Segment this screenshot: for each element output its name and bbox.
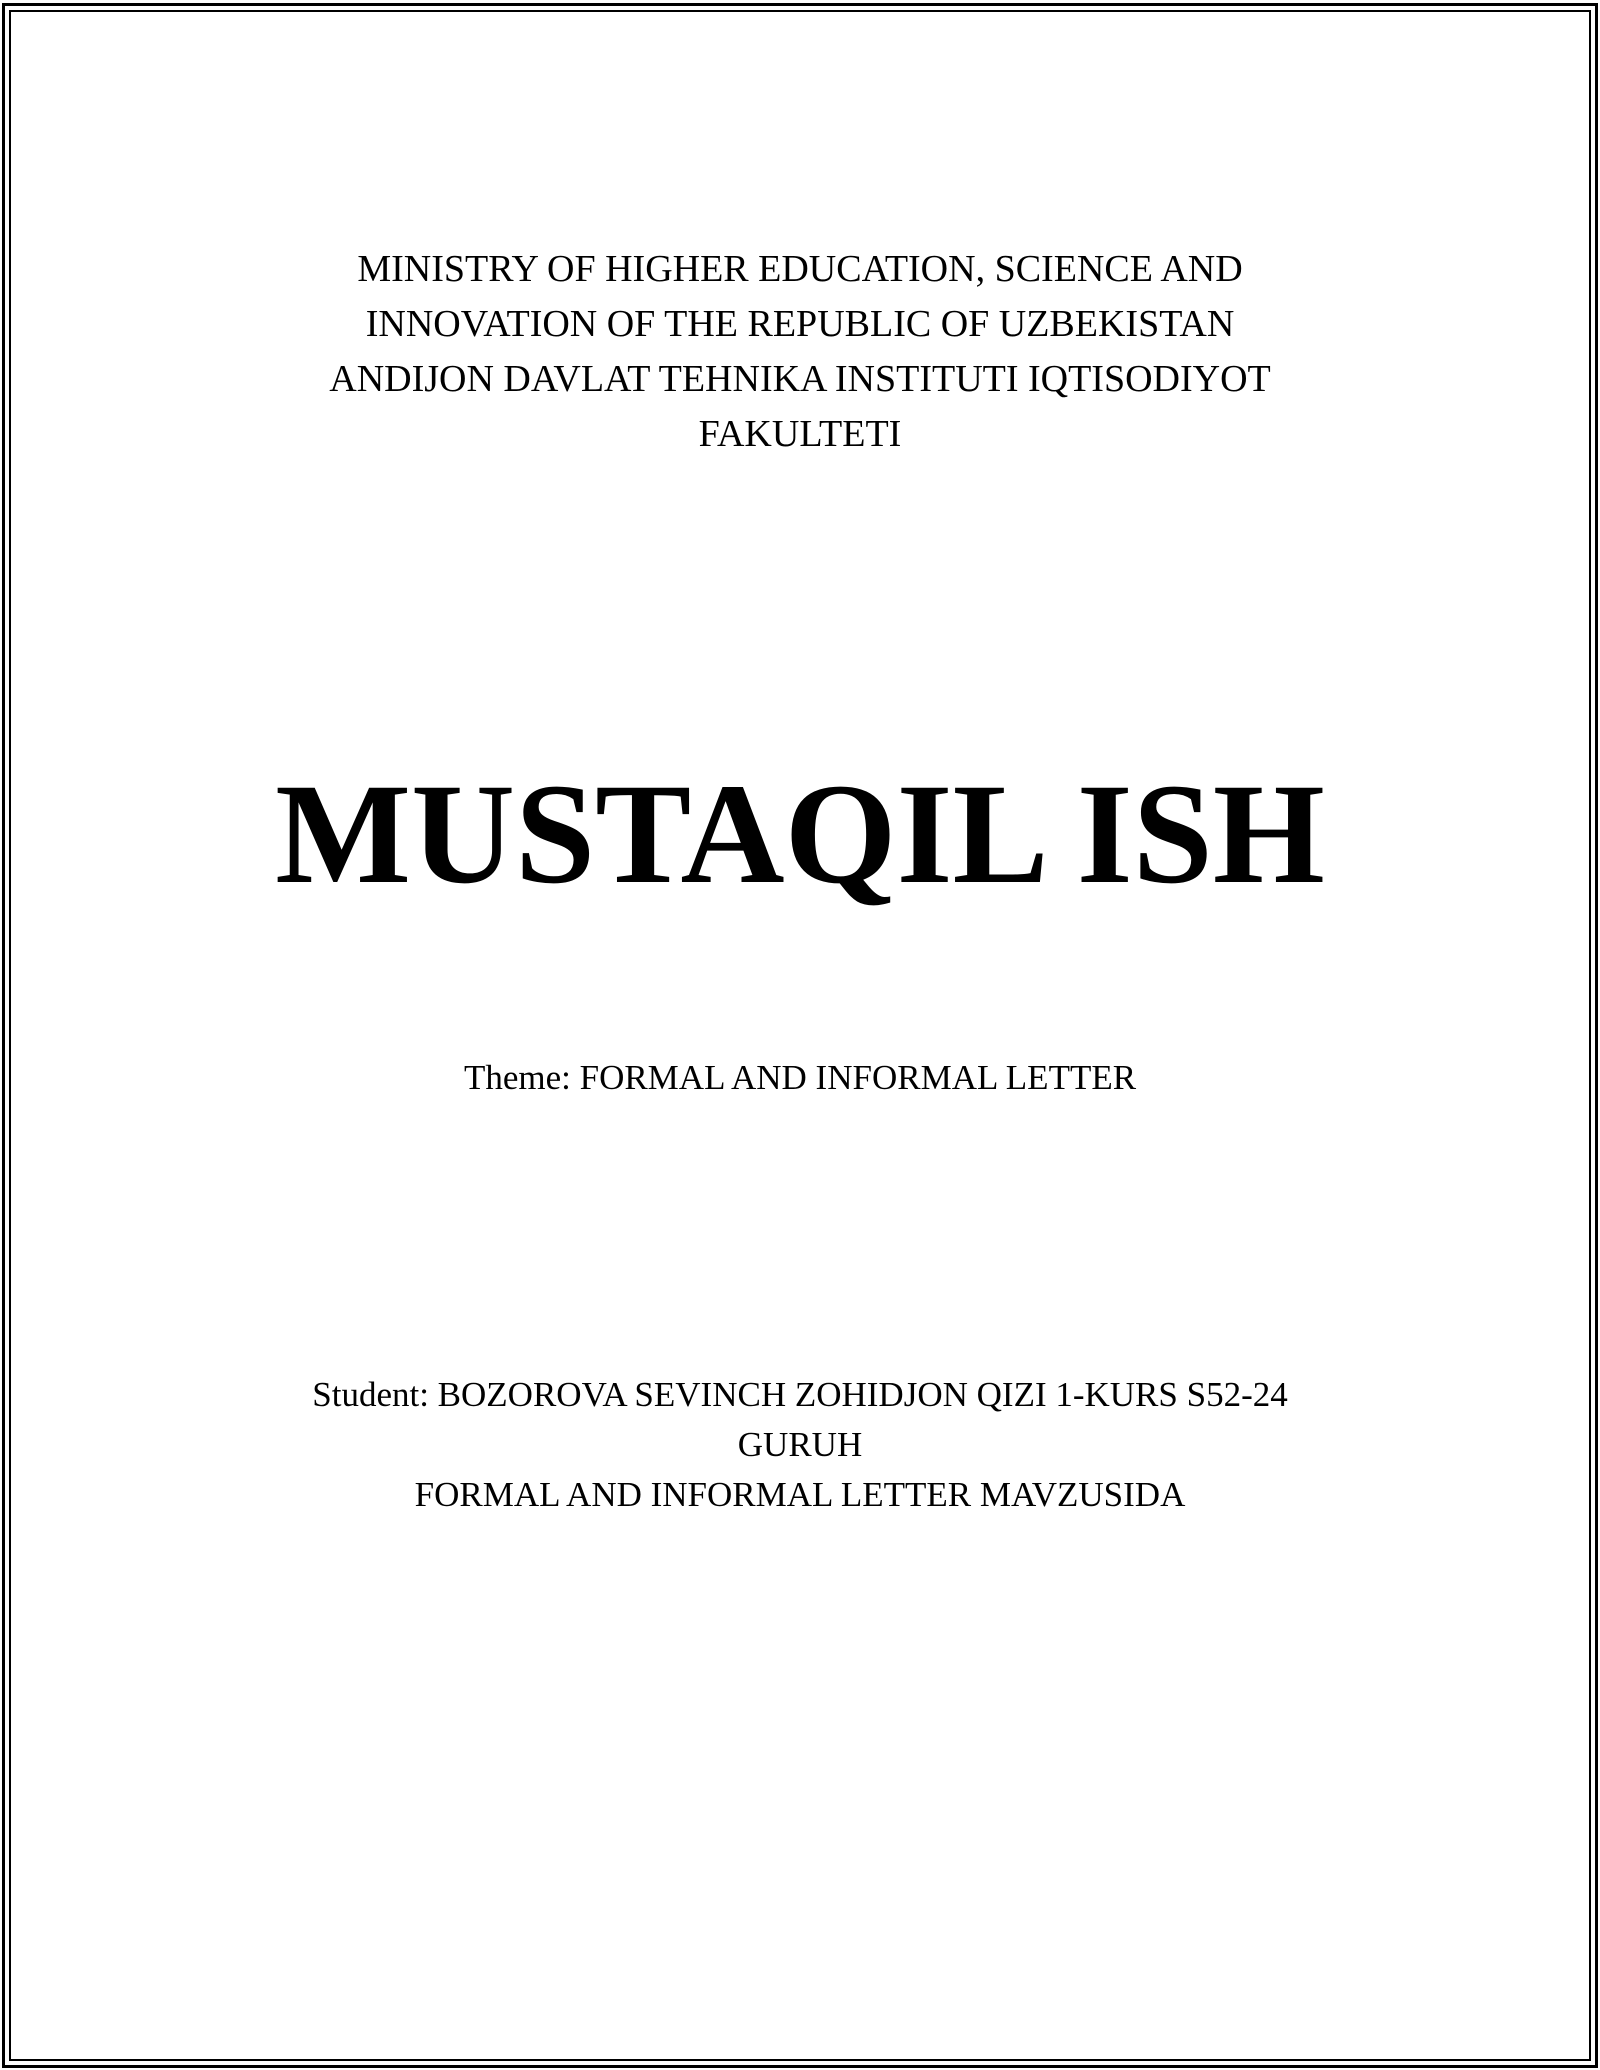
header-line: ANDIJON DAVLAT TEHNIKA INSTITUTI IQTISODIYOT <box>329 358 1271 400</box>
header-line: INNOVATION OF THE REPUBLIC OF UZBEKISTAN <box>365 303 1235 345</box>
header-line: FAKULTETI <box>698 413 902 455</box>
institution-header <box>200 242 1400 462</box>
student-line: FORMAL AND INFORMAL LETTER MAVZUSIDA <box>414 1475 1186 1514</box>
document-title: MUSTAQIL ISH <box>275 755 1325 914</box>
student-line: GURUH <box>737 1425 863 1464</box>
theme-line: Theme: FORMAL AND INFORMAL LETTER <box>463 1058 1137 1097</box>
student-info <box>200 1370 1400 1520</box>
header-line: MINISTRY OF HIGHER EDUCATION, SCIENCE AND <box>357 248 1243 290</box>
student-line: Student: BOZOROVA SEVINCH ZOHIDJON QIZI 1-KURS S52-24 <box>312 1375 1288 1414</box>
